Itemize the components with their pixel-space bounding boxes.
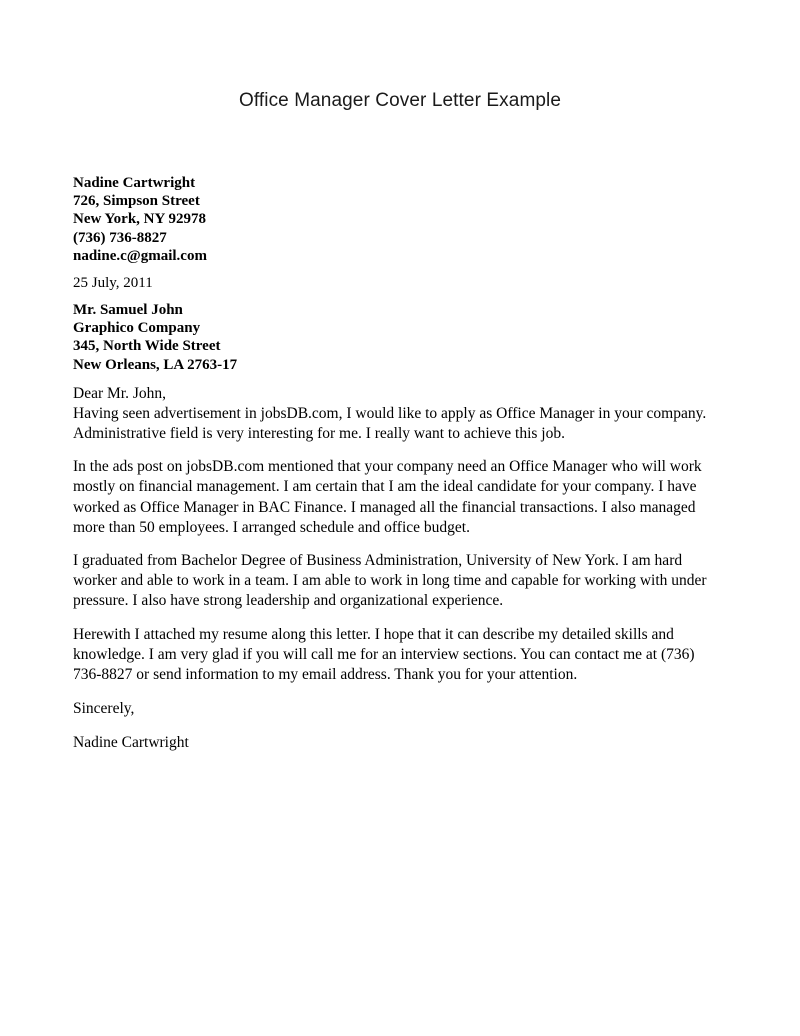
sender-address-block [73,174,719,265]
recipient-city-state-zip: New Orleans, LA 2763-17 [73,356,238,373]
recipient-company: Graphico Company [73,320,201,337]
sender-phone: (736) 736-8827 [73,229,167,246]
closing-line: Sincerely, [73,700,135,718]
letter-date: 25 July, 2011 [73,275,153,292]
signature-name: Nadine Cartwright [73,734,189,752]
recipient-address-block [73,301,719,374]
letter-paragraph: I graduated from Bachelor Degree of Business Administration, University of New York. I am hard worker and able to work in a team. I am able to work in long time and capable for working with under pressure. I also have strong leadership and organizational experience. [73,552,707,610]
letter-paragraph: Having seen advertisement in jobsDB.com, I would like to apply as Office Manager in your company. Administrative field is very interesting for me. I really want to achieve this job. [73,404,707,443]
letter-paragraph: In the ads post on jobsDB.com mentioned that your company need an Office Manager who will work mostly on financial management. I am certain that I am the ideal candidate for your company. I have worked as Office Manager in BAC Finance. I managed all the financial transactions. I also managed more than 50 employees. I arranged schedule and office budget. [73,458,702,536]
letter-body [73,174,719,754]
letter-paragraph: Herewith I attached my resume along this letter. I hope that it can describe my detailed skills and knowledge. I am very glad if you will call me for an interview sections. You can contact me at (736) 736-8827 or send information to my email address. Thank you for your attention. [73,625,695,684]
sender-city-state-zip: New York, NY 92978 [73,211,207,228]
sender-name: Nadine Cartwright [73,175,196,191]
sender-street: 726, Simpson Street [73,193,200,210]
page-title: Office Manager Cover Letter Example [238,90,562,111]
recipient-street: 345, North Wide Street [73,338,221,355]
salutation: Dear Mr. John, [73,384,166,402]
recipient-name: Mr. Samuel John [73,302,183,319]
sender-email: nadine.c@gmail.com [73,247,207,264]
